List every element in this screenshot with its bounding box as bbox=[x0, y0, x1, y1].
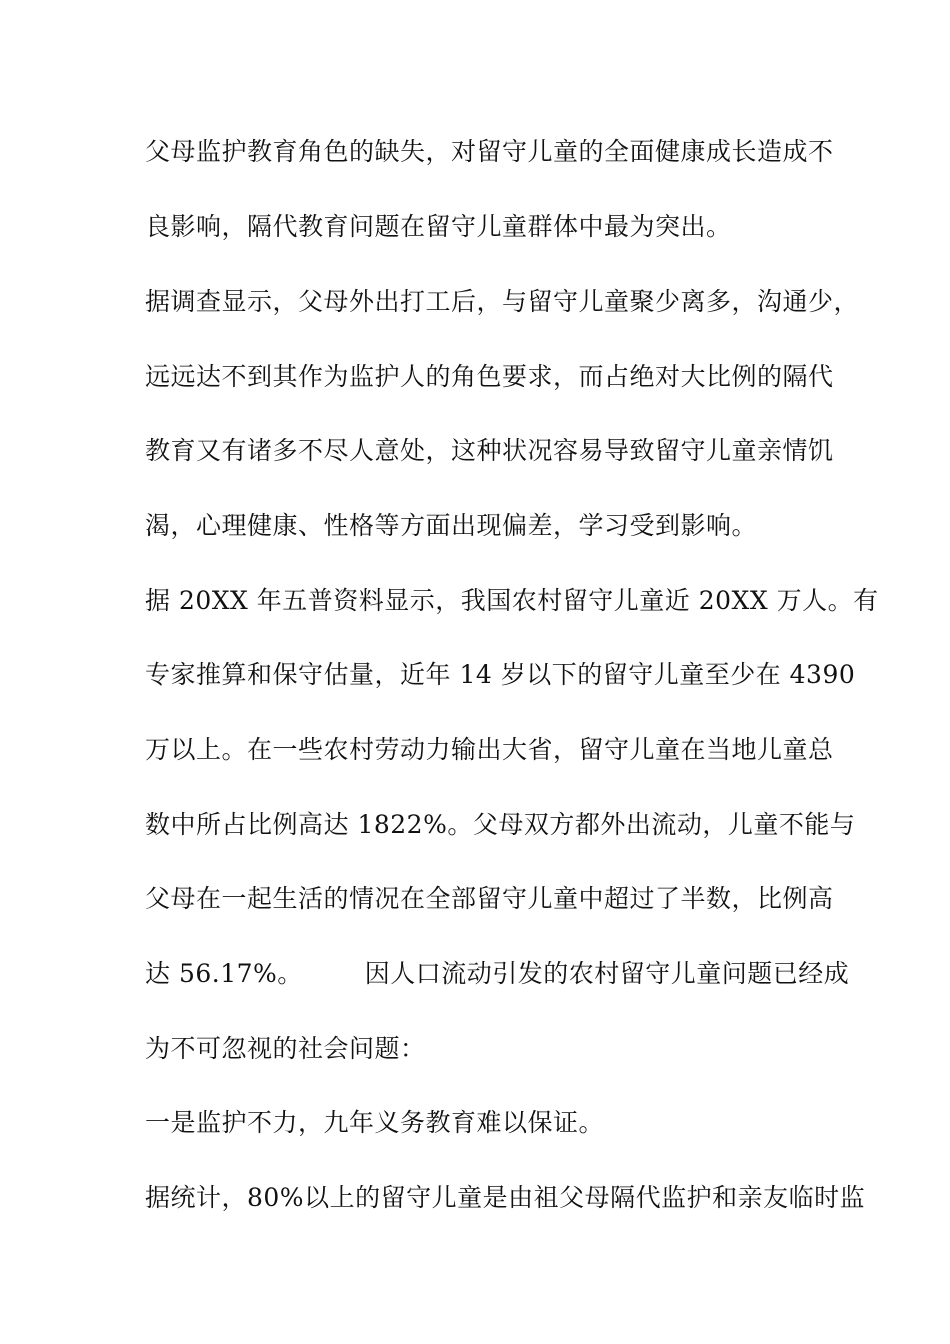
text-line: 为不可忽视的社会问题： bbox=[145, 1034, 426, 1063]
text-line: 专家推算和保守估量，近年 14 岁以下的留守儿童至少在 4390 bbox=[145, 660, 856, 689]
text-line: 万以上。在一些农村劳动力输出大省，留守儿童在当地儿童总 bbox=[145, 735, 834, 764]
text-line: 父母监护教育角色的缺失，对留守儿童的全面健康成长造成不 bbox=[145, 137, 834, 166]
text-line: 远远达不到其作为监护人的角色要求，而占绝对大比例的隔代 bbox=[145, 362, 834, 391]
text-line-split bbox=[145, 954, 850, 994]
text-line: 教育又有诸多不尽人意处，这种状况容易导致留守儿童亲情饥 bbox=[145, 436, 834, 465]
text-line: 渴，心理健康、性格等方面出现偏差，学习受到影响。 bbox=[145, 511, 758, 540]
text-line: 一是监护不力，九年义务教育难以保证。 bbox=[145, 1108, 605, 1137]
text-line-end: 因人口流动引发的农村留守儿童问题已经成 bbox=[364, 959, 850, 988]
text-line: 父母在一起生活的情况在全部留守儿童中超过了半数，比例高 bbox=[145, 884, 834, 913]
text-line: 数中所占比例高达 1822%。父母双方都外出流动，儿童不能与 bbox=[145, 810, 856, 839]
text-line: 据 20XX 年五普资料显示，我国农村留守儿童近 20XX 万人。有 bbox=[145, 586, 879, 615]
text-line: 据统计，80%以上的留守儿童是由祖父母隔代监护和亲友临时监 bbox=[145, 1183, 866, 1212]
text-line: 据调查显示，父母外出打工后，与留守儿童聚少离多，沟通少， bbox=[145, 287, 860, 316]
text-line-start: 达 56.17%。 bbox=[145, 959, 303, 988]
text-line: 良影响，隔代教育问题在留守儿童群体中最为突出。 bbox=[145, 212, 732, 241]
